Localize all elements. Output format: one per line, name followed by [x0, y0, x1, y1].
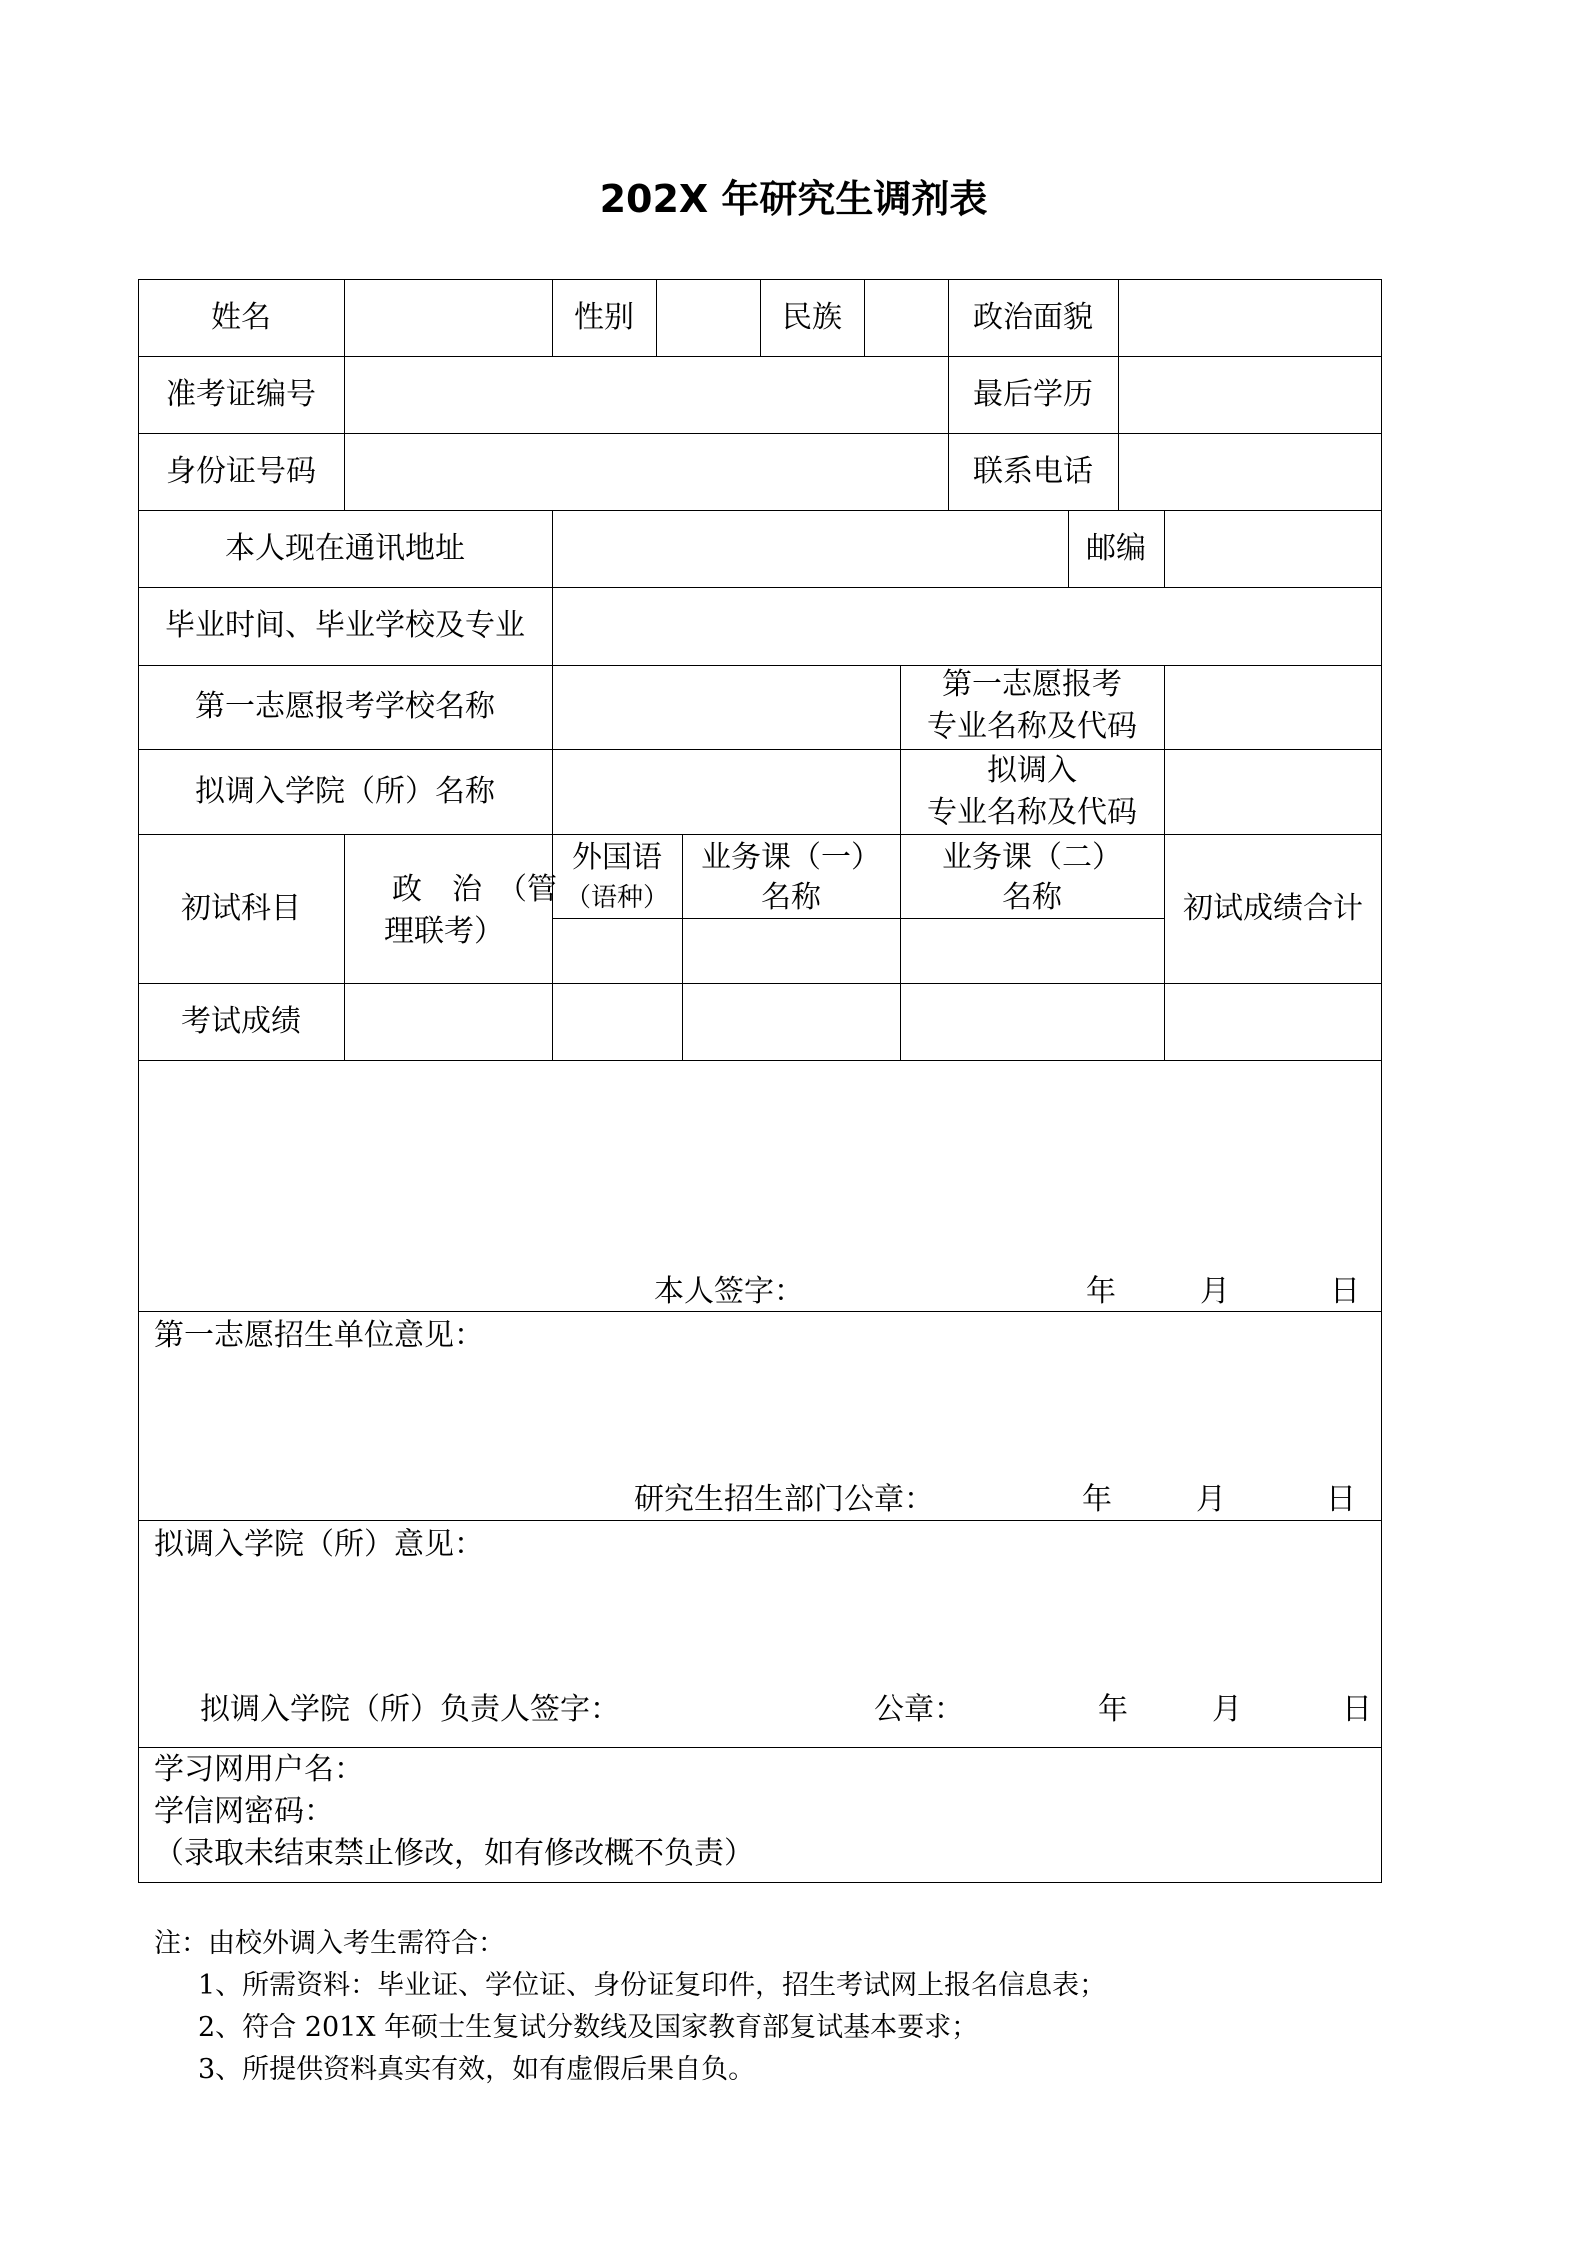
course2-name-field[interactable]: [900, 918, 1164, 983]
label-course1-line2: 名称: [761, 880, 821, 915]
note-item: 2、符合 201X 年硕士生复试分数线及国家教育部复试基本要求；: [198, 2012, 979, 2043]
label-target-major-line1: 拟调入: [987, 753, 1077, 788]
id-number-field[interactable]: [344, 433, 948, 510]
ethnicity-field[interactable]: [864, 279, 948, 356]
name-field[interactable]: [344, 279, 552, 356]
self-signature-label: 本人签字：: [654, 1274, 804, 1309]
label-ethnicity: 民族: [782, 299, 842, 335]
date-day-label: 日: [1326, 1482, 1356, 1517]
label-address: 本人现在通讯地址: [225, 530, 465, 566]
label-name: 姓名: [211, 299, 271, 335]
label-total-score: 初试成绩合计: [1183, 890, 1363, 926]
postcode-field[interactable]: [1164, 510, 1382, 587]
label-political-status: 政治面貌: [973, 299, 1093, 335]
address-field[interactable]: [552, 510, 1068, 587]
date-year-label: 年: [1086, 1274, 1116, 1309]
label-postcode: 邮编: [1086, 530, 1146, 566]
note-item: 3、所提供资料真实有效，如有虚假后果自负。: [198, 2054, 756, 2085]
date-day-label: 日: [1342, 1692, 1372, 1727]
target-college-sign-label: 拟调入学院（所）负责人签字：: [200, 1692, 620, 1727]
label-target-college: 拟调入学院（所）名称: [195, 773, 495, 809]
political-status-field[interactable]: [1118, 279, 1382, 356]
course2-score-field[interactable]: [900, 983, 1164, 1060]
politics-score-field[interactable]: [344, 983, 552, 1060]
label-target-major-line2: 专业名称及代码: [927, 795, 1137, 830]
first-school-field[interactable]: [552, 665, 900, 749]
label-scores: 考试成绩: [181, 1003, 301, 1039]
gender-field[interactable]: [656, 279, 760, 356]
foreign-language-field[interactable]: [552, 918, 682, 983]
label-course2-line2: 名称: [1002, 880, 1062, 915]
label-politics-line2: 理联考）: [384, 914, 504, 949]
course1-score-field[interactable]: [682, 983, 900, 1060]
course1-name-field[interactable]: [682, 918, 900, 983]
graduation-field[interactable]: [552, 587, 1382, 665]
date-month-label: 月: [1212, 1692, 1242, 1727]
notes-heading: 注：由校外调入考生需符合：: [154, 1928, 505, 1959]
label-first-major-line2: 专业名称及代码: [927, 709, 1137, 744]
target-college-field[interactable]: [552, 749, 900, 834]
date-day-label: 日: [1330, 1274, 1360, 1309]
label-first-school: 第一志愿报考学校名称: [195, 689, 495, 724]
exam-number-field[interactable]: [344, 356, 948, 433]
target-major-field[interactable]: [1164, 749, 1382, 834]
first-choice-stamp-label: 研究生招生部门公章：: [634, 1482, 934, 1517]
label-politics-line1: 政 治 （管: [392, 872, 557, 907]
first-choice-opinion-heading: 第一志愿招生单位意见：: [154, 1318, 484, 1353]
label-first-major-line1: 第一志愿报考: [942, 667, 1122, 702]
label-phone: 联系电话: [973, 453, 1093, 489]
account-username-label: 学习网用户名：: [154, 1752, 364, 1787]
note-item: 1、所需资料：毕业证、学位证、身份证复印件，招生考试网上报名信息表；: [198, 1970, 1107, 2001]
label-gender: 性别: [574, 299, 634, 335]
label-course2-line1: 业务课（二）: [942, 840, 1122, 875]
target-college-stamp-label: 公章：: [874, 1692, 964, 1727]
applicant-statement-area[interactable]: [138, 1060, 1382, 1260]
page-title: 202X 年研究生调剂表: [599, 177, 988, 221]
account-password-label: 学信网密码：: [154, 1794, 334, 1829]
label-course1-line1: 业务课（一）: [701, 840, 881, 875]
phone-field[interactable]: [1118, 433, 1382, 510]
label-graduation: 毕业时间、毕业学校及专业: [165, 608, 525, 643]
label-exam-number: 准考证编号: [166, 376, 316, 412]
label-education: 最后学历: [973, 376, 1093, 412]
label-id-number: 身份证号码: [166, 453, 316, 489]
label-foreign-line2: （语种）: [564, 883, 669, 913]
first-major-field[interactable]: [1164, 665, 1382, 749]
account-warning: （录取未结束禁止修改，如有修改概不负责）: [154, 1836, 754, 1871]
date-year-label: 年: [1098, 1692, 1128, 1727]
label-subjects: 初试科目: [181, 890, 301, 926]
foreign-score-field[interactable]: [552, 983, 682, 1060]
date-month-label: 月: [1200, 1274, 1230, 1309]
education-field[interactable]: [1118, 356, 1382, 433]
date-year-label: 年: [1082, 1482, 1112, 1517]
label-foreign-line1: 外国语: [572, 840, 662, 875]
total-score-field[interactable]: [1164, 983, 1382, 1060]
target-college-opinion-heading: 拟调入学院（所）意见：: [154, 1527, 484, 1562]
date-month-label: 月: [1196, 1482, 1226, 1517]
